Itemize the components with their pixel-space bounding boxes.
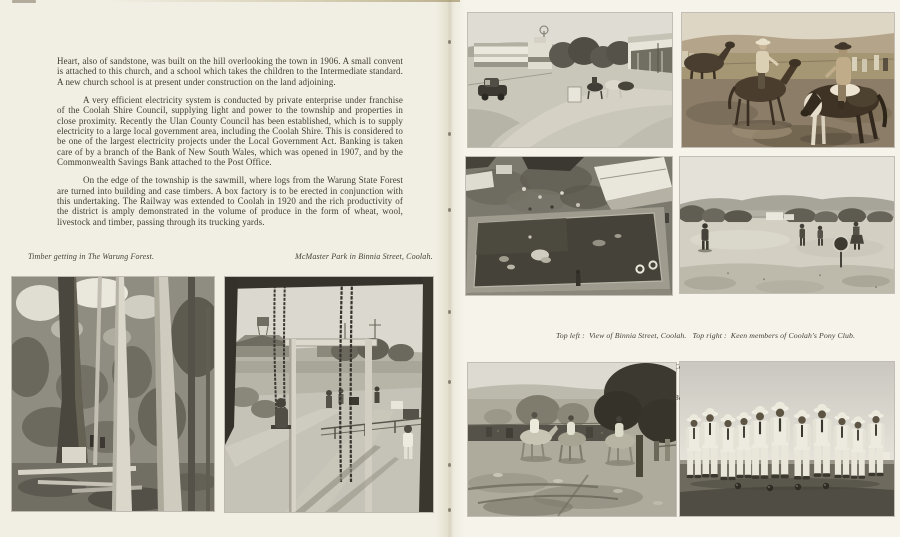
photo-bowling-club xyxy=(680,362,894,516)
spine-stitch xyxy=(448,208,451,212)
photo-binnia-street xyxy=(468,13,672,147)
body-text-block xyxy=(57,56,403,227)
spine-stitch xyxy=(448,463,451,467)
caption-mcmaster-park: McMaster Park in Binnia Street, Coolah. xyxy=(295,252,433,261)
photo-timber-forest xyxy=(12,277,214,511)
body-paragraph: On the edge of the township is the sawmill, where logs from the Warung State Forest are turned into building and case timbers. A box factory is to be erected in conjunction with this undertaking. The Railway was extended to Coolah in 1920 and the rich productivity of the district is amply demonstrated in the volume of produce in the form of wheat, wool, livestock and timber, passing through its trucking yards. xyxy=(57,175,403,227)
caption-line: Top left : View of Binnia Street, Coolah. Top right : Keen members of Coolah's Pony Club. xyxy=(556,330,856,340)
spine-stitch xyxy=(448,380,451,384)
body-paragraph: A very efficient electricity system is conducted by private enterprise under franchise of the Coolah Shire Council, supplying light and power to the township and properties in close proximity. Recently the Ulan County Council has been established, which is to supply electricity to a large local government area, including the Coolah Shire. This is considered to be one of the largest electricity projects under the Local Government Act. Banking is taken care of by a branch of the Bank of New South Wales, which was opened in 1907, and by the Commonwealth Savings Bank attached to the Post Office. xyxy=(57,95,403,168)
spine-stitch xyxy=(448,310,451,314)
body-paragraph: Heart, also of sandstone, was built on the hill overlooking the town in 1906. A small convent is attached to this church, and a school which takes the children to the Intermediate standard. A new church school is at present under construction on the land adjoining. xyxy=(57,56,403,87)
photo-mcmaster-park xyxy=(225,277,433,512)
scan-artifact-mark xyxy=(12,0,36,3)
spine-stitch xyxy=(448,40,451,44)
photo-pony-club xyxy=(682,13,894,147)
photo-golf-course xyxy=(680,157,894,293)
page-top-edge-shadow xyxy=(108,0,460,2)
spine-stitch xyxy=(448,508,451,512)
spine-stitch xyxy=(448,132,451,136)
caption-timber-forest: Timber getting in The Warung Forest. xyxy=(28,252,155,261)
photo-swimming-pool xyxy=(466,157,672,295)
photo-gymkhana xyxy=(468,363,676,516)
